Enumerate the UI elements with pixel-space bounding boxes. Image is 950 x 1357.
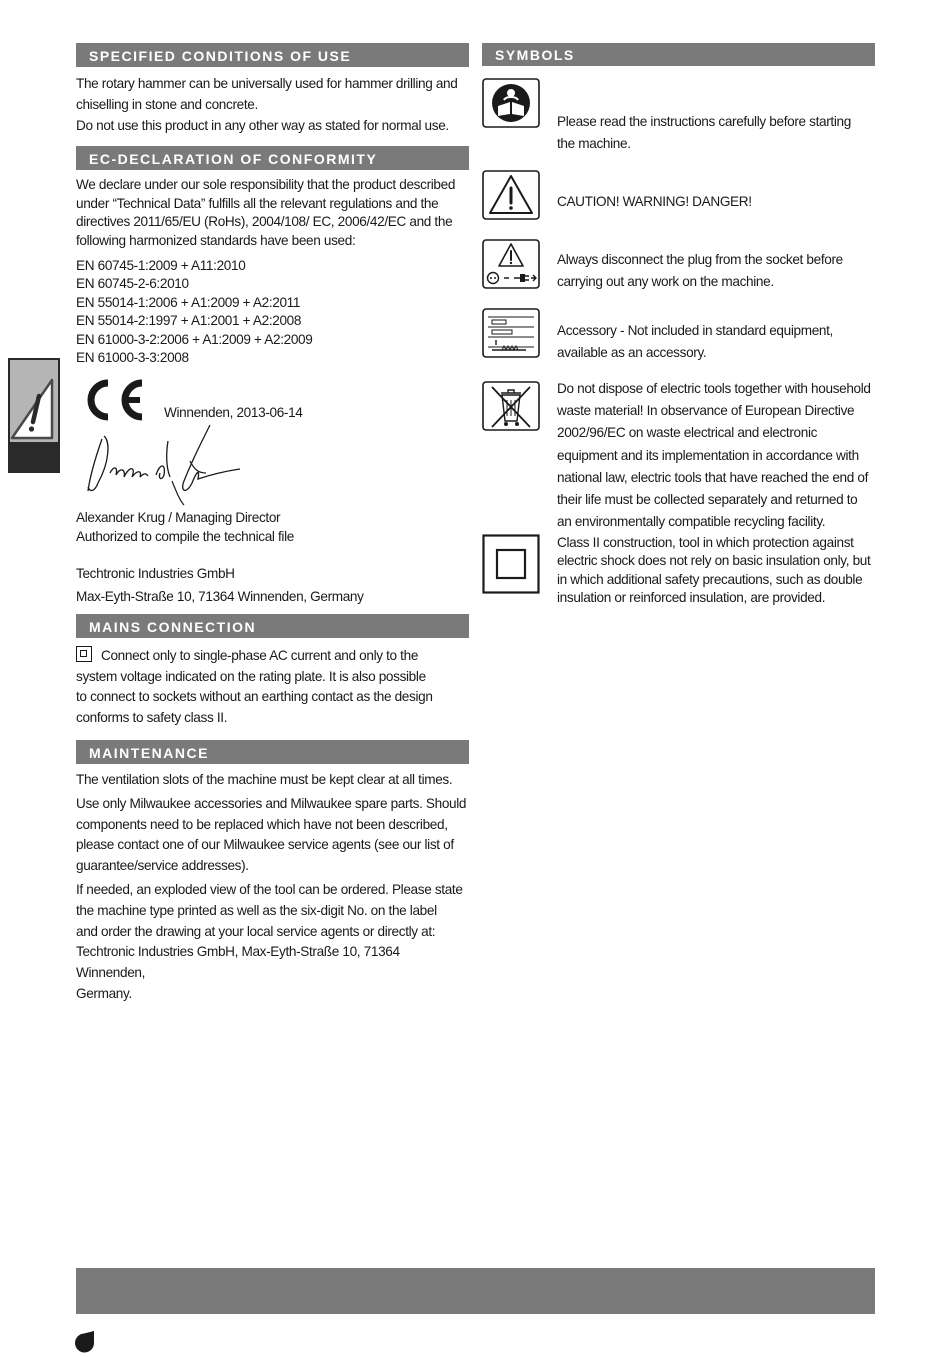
footer-bar	[76, 1268, 875, 1314]
symbol-text-line: equipment and its implementation in accordance with	[557, 447, 859, 463]
body-line: guarantee/service addresses).	[76, 858, 249, 874]
body-line: Connect only to single-phase AC current and only to the	[101, 647, 419, 663]
symbol-text-line: available as an accessory.	[557, 345, 707, 360]
symbol-text-line: the machine.	[557, 136, 631, 151]
section-heading: EC-DECLARATION OF CONFORMITY	[76, 146, 469, 170]
read-manual-icon	[482, 78, 540, 128]
symbol-text-line: Please read the instructions carefully before starting	[557, 114, 851, 129]
authorized-line: Authorized to compile the technical file	[76, 528, 294, 544]
symbol-text-line: their life must be collected separately and returned to	[557, 492, 858, 508]
page-marker-icon	[74, 1330, 96, 1354]
company-name: Techtronic Industries GmbH	[76, 566, 235, 582]
weee-bin-icon	[482, 381, 540, 431]
class-ii-icon	[76, 646, 92, 662]
body-line: The rotary hammer can be universally used for hammer drilling and	[76, 76, 458, 91]
company-address: Max-Eyth-Straße 10, 71364 Winnenden, Germany	[76, 589, 364, 605]
ce-mark-icon	[78, 377, 148, 423]
side-warning-tab	[8, 358, 60, 473]
standard-item: EN 61000-3-3:2008	[76, 350, 189, 366]
standards-list	[76, 257, 469, 367]
standard-item: EN 60745-2-6:2010	[76, 276, 189, 292]
body-line: chiselling in stone and concrete.	[76, 96, 258, 112]
body-line: system voltage indicated on the rating plate. It is also possible	[76, 668, 426, 684]
class-ii-icon	[482, 534, 540, 594]
body-line: the machine type printed as well as the six-digit No. on the label	[76, 902, 437, 918]
standard-item: EN 55014-2:1997 + A1:2001 + A2:2008	[76, 313, 302, 329]
section-heading: SYMBOLS	[482, 43, 875, 66]
symbol-text-line: an environmentally compatible recycling facility.	[557, 514, 826, 530]
warning-triangle-icon	[482, 170, 540, 220]
body-line: The ventilation slots of the machine must be kept clear at all times.	[76, 772, 453, 788]
place-date: Winnenden, 2013-06-14	[164, 405, 303, 421]
symbol-text-line: Do not dispose of electric tools together with household	[557, 381, 871, 396]
body-line: components need to be replaced which have not been described,	[76, 816, 448, 832]
symbol-text-line: Always disconnect the plug from the socket before	[557, 252, 843, 267]
section-heading: MAINS CONNECTION	[76, 614, 469, 638]
symbol-text-line: CAUTION! WARNING! DANGER!	[557, 194, 752, 209]
body-line: directives 2011/65/EU (RoHs), 2004/108/ EC, 2006/42/EC and the	[76, 214, 453, 230]
body-line: to connect to sockets without an earthing contact as the design	[76, 689, 433, 705]
body-line: please contact one of our Milwaukee service agents (see our list of	[76, 837, 454, 853]
body-line: Germany.	[76, 986, 132, 1002]
body-line: conforms to safety class II.	[76, 710, 228, 726]
section-heading: SPECIFIED CONDITIONS OF USE	[76, 43, 469, 67]
body-line: under “Technical Data” fulfills all the relevant regulations and the	[76, 195, 439, 211]
symbol-text-line: carrying out any work on the machine.	[557, 274, 774, 289]
body-line: Techtronic Industries GmbH, Max-Eyth-Straße 10, 71364 Winnenden,	[76, 944, 400, 981]
symbol-text-line: in which additional safety precautions, such as double	[557, 571, 863, 587]
body-line: If needed, an exploded view of the tool can be ordered. Please state	[76, 882, 463, 898]
body-line: Do not use this product in any other way as stated for normal use.	[76, 117, 449, 133]
symbol-text-line: waste material! In observance of European Directive	[557, 403, 855, 419]
symbol-text-line: Class II construction, tool in which protection against	[557, 535, 854, 550]
signatory: Alexander Krug / Managing Director	[76, 510, 281, 526]
symbol-text-line: national law, electric tools that have reached the end of	[557, 469, 869, 485]
maintenance-section	[76, 740, 469, 1005]
signature-icon	[80, 421, 245, 507]
symbol-text-line: electric shock does not rely on basic insulation only, but	[557, 553, 871, 569]
body-line: and order the drawing at your local service agents or directly at:	[76, 923, 436, 939]
specified-conditions-section	[76, 43, 469, 136]
standard-item: EN 60745-1:2009 + A11:2010	[76, 258, 246, 274]
standard-item: EN 61000-3-2:2006 + A1:2009 + A2:2009	[76, 331, 313, 347]
body-line: following harmonized standards have been used:	[76, 232, 356, 248]
ce-row	[76, 377, 469, 429]
standard-item: EN 55014-1:2006 + A1:2009 + A2:2011	[76, 294, 301, 310]
mains-connection-section	[76, 614, 469, 729]
disconnect-plug-icon	[482, 239, 540, 289]
section-heading: MAINTENANCE	[76, 740, 469, 764]
symbol-text-line: Accessory - Not included in standard equipment,	[557, 323, 833, 338]
symbols-section	[482, 43, 875, 606]
ec-declaration-section	[76, 146, 469, 607]
accessory-icon	[482, 308, 540, 358]
symbol-text-line: insulation or reinforced insulation, are provided.	[557, 590, 826, 606]
body-line: We declare under our sole responsibility that the product described	[76, 177, 456, 193]
left-column	[76, 43, 469, 1005]
symbol-text-line: 2002/96/EC on waste electrical and electronic	[557, 425, 818, 441]
body-line: Use only Milwaukee accessories and Milwaukee spare parts. Should	[76, 795, 467, 811]
